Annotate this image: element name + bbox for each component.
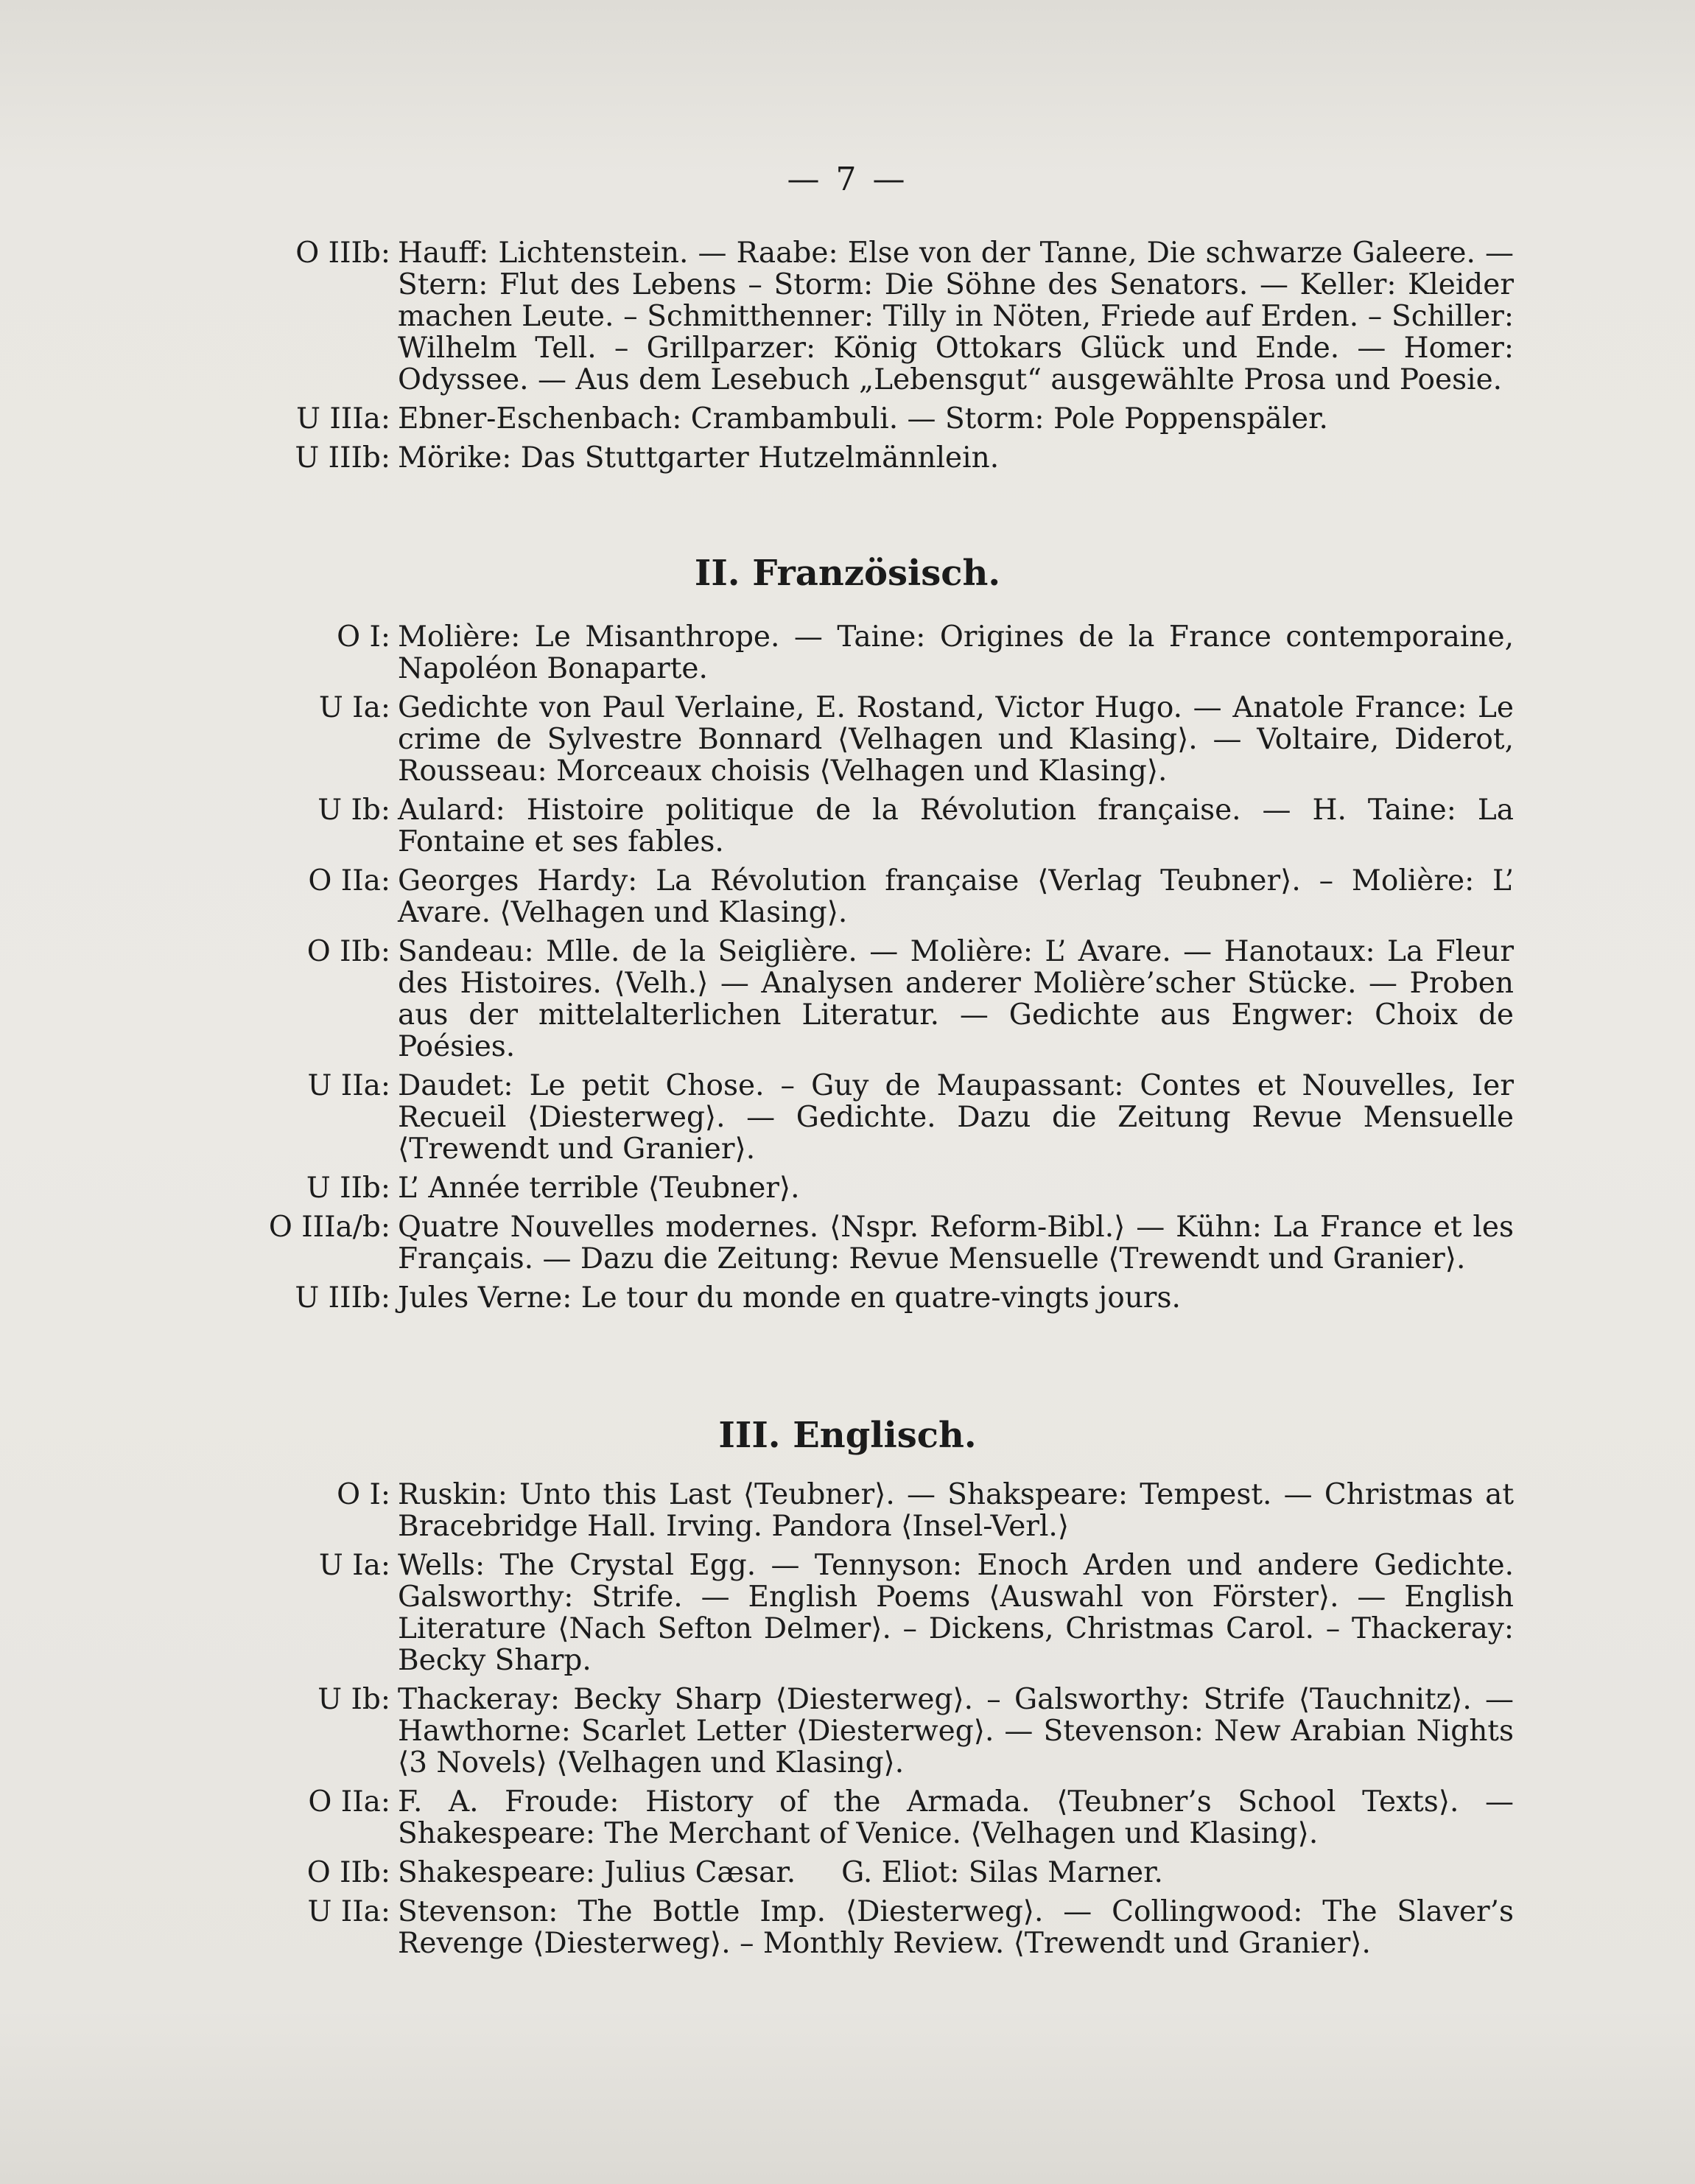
list-item xyxy=(262,1282,1514,1314)
page-number: — 7 — xyxy=(787,161,908,198)
grade-label: O IIb : xyxy=(262,1857,398,1889)
reading-text: Thackeray: Becky Sharp ⟨Diesterweg⟩. – Galsworthy: Strife ⟨Tauchnitz⟩. — Hawthorne: Scarlet Letter ⟨Diesterweg⟩. — Stevenson: New Arabian Nights ⟨3 Novels⟩ ⟨Velhagen und Klasing⟩. xyxy=(398,1683,1514,1779)
grade-label: O IIIb : xyxy=(262,237,398,269)
english-reading-list xyxy=(262,1479,1514,1959)
reading-text: Wells: The Crystal Egg. — Tennyson: Enoch Arden und andere Gedichte. Galsworthy: Strife. — English Poems ⟨Auswahl von Förster⟩. — English Literature ⟨Nach Sefton Delmer⟩. – Dickens, Christmas Carol. – Thackeray: Becky Sharp. xyxy=(398,1549,1514,1677)
reading-text: Shakespeare: Julius Cæsar. G. Eliot: Silas Marner. xyxy=(398,1856,1163,1889)
grade-label: U IIa : xyxy=(262,1070,398,1102)
list-item xyxy=(262,1211,1514,1275)
section-heading-french: II. Französisch. xyxy=(694,553,1001,594)
german-reading-list xyxy=(262,237,1514,474)
grade-label: U Ib : xyxy=(262,794,398,826)
list-item xyxy=(262,1550,1514,1676)
grade-label: U Ib : xyxy=(262,1684,398,1715)
list-item xyxy=(262,237,1514,396)
french-reading-list xyxy=(262,621,1514,1314)
grade-label: U IIa : xyxy=(262,1896,398,1928)
section-heading-english: III. Englisch. xyxy=(718,1415,977,1456)
reading-text: Daudet: Le petit Chose. – Guy de Maupassant: Contes et Nouvelles, Ier Recueil ⟨Diesterweg⟩. — Gedichte. Dazu die Zeitung Revue Mensuelle ⟨Trewendt und Granier⟩. xyxy=(398,1069,1514,1166)
list-item xyxy=(262,1172,1514,1204)
list-item xyxy=(262,403,1514,435)
reading-text: Molière: Le Misanthrope. — Taine: Origines de la France contemporaine, Napoléon Bonaparte. xyxy=(398,620,1514,685)
grade-label: U Ia : xyxy=(262,1550,398,1581)
reading-text: Gedichte von Paul Verlaine, E. Rostand, Victor Hugo. — Anatole France: Le crime de Sylvestre Bonnard ⟨Velhagen und Klasing⟩. — Voltaire, Diderot, Rousseau: Morceaux choisis ⟨Velhagen und Klasing⟩. xyxy=(398,691,1514,788)
reading-text: Hauff: Lichtenstein. — Raabe: Else von der Tanne, Die schwarze Galeere. — Stern: Flut des Lebens – Storm: Die Söhne des Senators. — Keller: Kleider machen Leute. – Schmitthenner: Tilly in Nöten, Friede auf Erden. – Schiller: Wilhelm Tell. – Grillparzer: König Ottokars Glück und Ende. — Homer: Odyssee. — Aus dem Lesebuch „Lebensgut“ ausgewählte Prosa und Poesie. xyxy=(398,237,1514,396)
grade-label: O IIIa/b : xyxy=(262,1211,398,1243)
list-item xyxy=(262,865,1514,928)
list-item xyxy=(262,621,1514,685)
reading-text: Georges Hardy: La Révolution française ⟨Verlag Teubner⟩. – Molière: L’ Avare. ⟨Velhagen und Klasing⟩. xyxy=(398,864,1514,929)
reading-text: Sandeau: Mlle. de la Seiglière. — Molière: L’ Avare. — Hanotaux: La Fleur des Histoires. ⟨Velh.⟩ — Analysen anderer Molière’scher Stücke. — Proben aus der mittelalterlichen Literatur. — Gedichte aus Engwer: Choix de Poésies. xyxy=(398,935,1514,1063)
list-item xyxy=(262,1857,1514,1889)
grade-label: U Ia : xyxy=(262,692,398,724)
reading-text: Ebner-Eschenbach: Crambambuli. — Storm: Pole Poppenspäler. xyxy=(398,402,1328,435)
reading-text: Mörike: Das Stuttgarter Hutzelmännlein. xyxy=(398,441,1000,475)
list-item xyxy=(262,1684,1514,1779)
list-item xyxy=(262,1070,1514,1165)
reading-text: Ruskin: Unto this Last ⟨Teubner⟩. — Shakspeare: Tempest. — Christmas at Bracebridge Hall. Irving. Pandora ⟨Insel-Verl.⟩ xyxy=(398,1478,1514,1543)
grade-label: U IIb : xyxy=(262,1172,398,1204)
reading-text: F. A. Froude: History of the Armada. ⟨Teubner’s School Texts⟩. — Shakespeare: The Merchant of Venice. ⟨Velhagen und Klasing⟩. xyxy=(398,1785,1514,1850)
grade-label: U IIIb : xyxy=(262,1282,398,1314)
reading-text: Stevenson: The Bottle Imp. ⟨Diesterweg⟩. — Collingwood: The Slaver’s Revenge ⟨Diesterweg⟩. – Monthly Review. ⟨Trewendt und Granier⟩. xyxy=(398,1895,1514,1960)
reading-text: Jules Verne: Le tour du monde en quatre-vingts jours. xyxy=(398,1281,1181,1315)
reading-text: Aulard: Histoire politique de la Révolution française. — H. Taine: La Fontaine et ses fables. xyxy=(398,794,1514,858)
list-item xyxy=(262,936,1514,1063)
list-item xyxy=(262,442,1514,474)
list-item xyxy=(262,1786,1514,1849)
list-item xyxy=(262,692,1514,787)
reading-text: L’ Année terrible ⟨Teubner⟩. xyxy=(398,1172,800,1205)
reading-text: Quatre Nouvelles modernes. ⟨Nspr. Reform-Bibl.⟩ — Kühn: La France et les Français. — Dazu die Zeitung: Revue Mensuelle ⟨Trewendt und Granier⟩. xyxy=(398,1211,1514,1275)
list-item xyxy=(262,794,1514,858)
grade-label: O IIa : xyxy=(262,1786,398,1818)
list-item xyxy=(262,1896,1514,1959)
grade-label: U IIIa : xyxy=(262,403,398,435)
grade-label: O I : xyxy=(262,1479,398,1511)
list-item xyxy=(262,1479,1514,1542)
grade-label: O IIb : xyxy=(262,936,398,967)
grade-label: U IIIb : xyxy=(262,442,398,474)
grade-label: O IIa : xyxy=(262,865,398,897)
grade-label: O I : xyxy=(262,621,398,653)
